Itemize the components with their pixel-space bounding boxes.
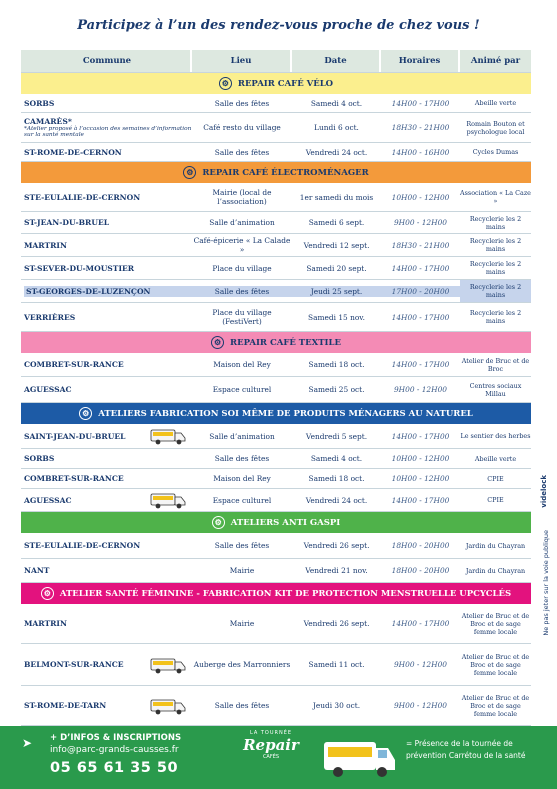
- anime-par-cell: [460, 424, 531, 448]
- van-legend: = Présence de la tournée de prévention Carrétou de la santé: [406, 739, 526, 760]
- horaires-cell-text: 14H00 - 17H00: [391, 495, 450, 505]
- date-cell-text: Samedi 18 oct.: [308, 474, 365, 483]
- anime-par-cell-text: Recyclerie les 2 mains: [469, 309, 522, 325]
- date-cell-text: Samedi 4 oct.: [310, 98, 363, 108]
- commune-cell: [21, 280, 192, 302]
- anime-par-cell-text: Atelier de Bruc et de Broc et de sage femme locale: [461, 611, 530, 636]
- commune-cell: [21, 469, 192, 488]
- commune-cell-text: NANT: [24, 566, 50, 575]
- lieu-cell: [192, 257, 292, 279]
- date-cell-text: Jeudi 30 oct.: [312, 701, 361, 710]
- lieu-cell: [192, 604, 292, 643]
- date-cell-text: Vendredi 5 sept.: [305, 431, 368, 441]
- commune-cell-text: BELMONT-SUR-RANCE: [24, 660, 124, 669]
- date-cell: [292, 686, 381, 725]
- repair-tour-logo: LA TOURNÉE Repair CAFÉS: [243, 730, 299, 760]
- header-anime-par: Animé par: [470, 56, 521, 66]
- horaires-cell: [381, 257, 460, 279]
- date-cell-text: Vendredi 21 nov.: [305, 566, 368, 575]
- lieu-cell-text: Mairie (local de l’association): [212, 188, 272, 206]
- anime-par-cell: [460, 377, 531, 402]
- lieu-cell-text: Mairie: [229, 566, 255, 575]
- horaires-cell: [381, 489, 460, 511]
- commune-cell-text: STE-EULALIE-DE-CERNON: [24, 192, 141, 202]
- lieu-cell-text: Salle des fêtes: [214, 701, 270, 710]
- section-header: [21, 332, 531, 353]
- lieu-cell: [192, 559, 292, 582]
- table-row: [21, 489, 531, 512]
- van-icon: [150, 427, 186, 445]
- section-label: ATELIER SANTÉ FÉMININE - FABRICATION KIT DE PROTECTION MENSTRUELLE UPCYCLÉS: [59, 588, 512, 599]
- commune-cell-text: SAINT-JEAN-DU-BRUEL: [24, 431, 126, 441]
- lieu-cell-text: Salle des fêtes: [214, 541, 270, 550]
- horaires-cell-text: 9H00 - 12H00: [393, 218, 447, 227]
- lieu-cell: [192, 424, 292, 448]
- lieu-cell: [192, 489, 292, 511]
- commune-cell: [21, 113, 192, 142]
- anime-par-cell: [460, 644, 531, 685]
- table-row: [21, 303, 531, 332]
- lieu-cell-text: Espace culturel: [212, 495, 272, 505]
- anime-par-cell-text: CPIE: [487, 474, 504, 483]
- van-icon: [150, 491, 186, 509]
- contact-info: [50, 733, 181, 776]
- commune-cell: [21, 257, 192, 279]
- horaires-cell: [381, 353, 460, 376]
- lieu-cell: [192, 94, 292, 112]
- anime-par-cell-text: Atelier de Bruc et de Broc: [461, 356, 530, 373]
- commune-cell-text: COMBRET-SUR-RANCE: [24, 474, 124, 483]
- horaires-cell-text: 14H00 - 16H00: [391, 147, 450, 157]
- section-icon: ⚙: [183, 166, 196, 179]
- section-icon: ⚙: [211, 336, 224, 349]
- anime-par-cell: [460, 280, 531, 302]
- section-header: [21, 73, 531, 94]
- date-cell-text: 1er samedi du mois: [299, 192, 374, 202]
- commune-cell-text: ST-ROME-DE-CERNON: [24, 147, 122, 157]
- table-row: [21, 469, 531, 489]
- anime-par-cell-text: Recyclerie les 2 mains: [469, 237, 522, 253]
- horaires-cell: [381, 303, 460, 331]
- commune-cell-text: MARTRIN: [24, 619, 67, 628]
- email-link[interactable]: info@parc-grands-causses.fr: [50, 745, 179, 755]
- phone-number[interactable]: 05 65 61 35 50: [50, 760, 179, 776]
- horaires-cell-text: 14H00 - 17H00: [391, 263, 450, 273]
- horaires-cell-text: 9H00 - 12H00: [393, 701, 447, 710]
- table-header: [21, 50, 531, 73]
- date-cell: [292, 644, 381, 685]
- date-cell: [292, 280, 381, 302]
- date-cell: [292, 604, 381, 643]
- section-header: [21, 162, 531, 183]
- date-cell-text: Vendredi 24 oct.: [305, 147, 368, 157]
- table-row: [21, 234, 531, 257]
- horaires-cell-text: 14H00 - 17H00: [391, 619, 450, 628]
- date-cell: [292, 489, 381, 511]
- lieu-cell: [192, 212, 292, 233]
- anime-par-cell: [460, 257, 531, 279]
- horaires-cell-text: 14H00 - 17H00: [391, 431, 450, 441]
- date-cell: [292, 303, 381, 331]
- date-cell-text: Samedi 25 oct.: [308, 385, 365, 394]
- commune-cell: [21, 212, 192, 233]
- horaires-cell: [381, 686, 460, 725]
- date-cell-text: Vendredi 12 sept.: [303, 240, 370, 250]
- horaires-cell: [381, 94, 460, 112]
- table-row: [21, 644, 531, 686]
- horaires-cell-text: 10H00 - 12H00: [391, 474, 450, 483]
- date-cell-text: Jeudi 25 sept.: [292, 286, 381, 297]
- horaires-cell: [381, 449, 460, 468]
- page-title: Participez à l’un des rendez-vous proche de chez vous !: [77, 18, 480, 33]
- lieu-cell: [192, 469, 292, 488]
- lieu-cell: [192, 533, 292, 558]
- horaires-cell-text: 9H00 - 12H00: [393, 385, 447, 394]
- section-icon: ⚙: [79, 407, 92, 420]
- commune-cell-text: ST-SEVER-DU-MOUSTIER: [24, 263, 135, 273]
- date-cell-text: Vendredi 26 sept.: [303, 541, 370, 550]
- section-label: ATELIERS FABRICATION SOI MÊME DE PRODUITS MÉNAGERS AU NATUREL: [98, 408, 473, 419]
- anime-par-cell: [460, 489, 531, 511]
- brand-logo: videlock: [540, 475, 548, 508]
- lieu-cell-text: Salle d’animation: [209, 431, 275, 441]
- lieu-cell: [192, 280, 292, 302]
- commune-note: *Atelier proposé à l’occasion des semaines d’information sur la santé mentale: [24, 125, 192, 138]
- lieu-cell-text: Salle des fêtes: [214, 454, 270, 463]
- date-cell-text: Samedi 15 nov.: [308, 312, 365, 322]
- lieu-cell-text: Auberge des Marronniers: [193, 660, 291, 669]
- section-icon: ⚙: [219, 77, 232, 90]
- table-row: [21, 604, 531, 644]
- date-cell: [292, 212, 381, 233]
- horaires-cell: [381, 424, 460, 448]
- horaires-cell: [381, 143, 460, 161]
- horaires-cell-text: 18H30 - 21H00: [391, 123, 450, 132]
- anime-par-cell-text: Jardin du Chayran: [465, 566, 526, 575]
- commune-cell: [21, 559, 192, 582]
- commune-cell: [21, 94, 192, 112]
- date-cell-text: Vendredi 26 sept.: [303, 619, 370, 628]
- horaires-cell: [381, 212, 460, 233]
- date-cell: [292, 143, 381, 161]
- commune-cell: [21, 234, 192, 256]
- table-row: [21, 280, 531, 303]
- table-row: [21, 212, 531, 234]
- commune-cell-text: VERRIÈRES: [24, 312, 76, 322]
- commune-cell: [21, 183, 192, 211]
- horaires-cell: [381, 113, 460, 142]
- date-cell: [292, 449, 381, 468]
- anime-par-cell: [460, 533, 531, 558]
- date-cell: [292, 234, 381, 256]
- lieu-cell: [192, 113, 292, 142]
- commune-cell-text: ST-ROME-DE-TARN: [24, 701, 107, 710]
- horaires-cell-text: 14H00 - 17H00: [391, 98, 450, 108]
- anime-par-cell-text: Jardin du Chayran: [465, 541, 526, 550]
- date-cell: [292, 353, 381, 376]
- schedule-table: [21, 50, 531, 722]
- section-header: [21, 512, 531, 533]
- table-row: [21, 424, 531, 449]
- anime-par-cell-text: Abeille verte: [474, 99, 517, 107]
- commune-cell: [21, 604, 192, 643]
- commune-cell-text: CAMARÈS*: [24, 116, 72, 126]
- header-lieu: Lieu: [192, 50, 292, 72]
- lieu-cell-text: Salle des fêtes: [214, 98, 270, 108]
- date-cell-text: Samedi 4 oct.: [310, 454, 363, 463]
- commune-cell: [21, 353, 192, 376]
- horaires-cell: [381, 604, 460, 643]
- lieu-cell: [192, 234, 292, 256]
- horaires-cell: [381, 280, 460, 302]
- anime-par-cell: [460, 353, 531, 376]
- van-icon: [150, 697, 186, 715]
- lieu-cell-text: Espace culturel: [212, 385, 272, 394]
- date-cell-text: Samedi 18 oct.: [308, 360, 365, 369]
- date-cell: [292, 94, 381, 112]
- header-date: Date: [292, 50, 381, 72]
- date-cell: [292, 469, 381, 488]
- lieu-cell-text: Place du village (FestiVert): [212, 308, 272, 326]
- section-label: REPAIR CAFÉ VÉLO: [237, 78, 334, 89]
- anime-par-cell: [460, 143, 531, 161]
- lieu-cell-text: Place du village: [212, 263, 272, 273]
- horaires-cell: [381, 183, 460, 211]
- horaires-cell: [381, 533, 460, 558]
- lieu-cell: [192, 303, 292, 331]
- date-cell: [292, 113, 381, 142]
- anime-par-cell-text: Recyclerie les 2 mains: [469, 214, 522, 231]
- van-icon: [150, 656, 186, 674]
- lieu-cell: [192, 644, 292, 685]
- table-row: [21, 449, 531, 469]
- anime-par-cell-text: Abeille verte: [474, 454, 517, 463]
- footer: [0, 726, 557, 789]
- commune-cell-text: MARTRIN: [24, 240, 67, 250]
- van-icon: [320, 734, 398, 780]
- table-row: [21, 143, 531, 162]
- anime-par-cell-text: Atelier de Bruc et de Broc et de sage femme locale: [461, 652, 530, 677]
- commune-cell: [21, 377, 192, 402]
- commune-cell: [21, 143, 192, 161]
- lieu-cell-text: Maison del Rey: [213, 360, 271, 369]
- horaires-cell-text: 10H00 - 12H00: [391, 454, 450, 463]
- horaires-cell-text: 14H00 - 17H00: [391, 360, 450, 369]
- anime-par-cell-text: Recyclerie les 2 mains: [469, 260, 522, 276]
- commune-cell: [21, 424, 192, 448]
- table-row: [21, 257, 531, 280]
- lieu-cell-text: Salle d’animation: [209, 218, 275, 227]
- info-label: + D’INFOS & INSCRIPTIONS: [50, 733, 182, 743]
- anime-par-cell-text: Centres sociaux Millau: [469, 381, 522, 398]
- horaires-cell: [381, 469, 460, 488]
- header-commune: Commune: [21, 50, 192, 72]
- horaires-cell-text: 18H00 - 20H00: [391, 541, 450, 550]
- anime-par-cell: [460, 449, 531, 468]
- disposal-notice: Ne pas jeter sur la voie publique: [542, 530, 550, 636]
- commune-cell-text: AGUESSAC: [24, 385, 72, 394]
- date-cell-text: Lundi 6 oct.: [314, 123, 359, 132]
- anime-par-cell-text: Romain Bouton et psychologue local: [466, 119, 525, 136]
- table-row: [21, 94, 531, 113]
- anime-par-cell-text: CPIE: [487, 496, 504, 504]
- commune-cell-text: SORBS: [24, 98, 55, 108]
- horaires-cell-text: 18H00 - 20H00: [391, 566, 450, 575]
- anime-par-cell: [460, 686, 531, 725]
- commune-cell-text: ST-GEORGES-DE-LUZENÇON: [24, 286, 192, 297]
- horaires-cell: [381, 377, 460, 402]
- commune-cell: [21, 533, 192, 558]
- section-label: REPAIR CAFÉ TEXTILE: [230, 337, 341, 348]
- anime-par-cell: [460, 303, 531, 331]
- section-label: REPAIR CAFÉ ÉLECTROMÉNAGER: [202, 167, 369, 178]
- lieu-cell: [192, 449, 292, 468]
- commune-cell-text: ST-JEAN-DU-BRUEL: [24, 218, 110, 227]
- table-row: [21, 377, 531, 403]
- section-icon: ⚙: [212, 516, 225, 529]
- section-icon: ⚙: [41, 587, 54, 600]
- commune-cell-text: COMBRET-SUR-RANCE: [24, 360, 124, 369]
- commune-cell-text: STE-EULALIE-DE-CERNON: [24, 541, 141, 550]
- lieu-cell: [192, 143, 292, 161]
- lieu-cell-text: Café-épicerie « La Calade »: [193, 236, 291, 254]
- lieu-cell: [192, 686, 292, 725]
- horaires-cell: [381, 559, 460, 582]
- commune-cell-text: AGUESSAC: [24, 495, 72, 505]
- lieu-cell: [192, 353, 292, 376]
- table-row: [21, 353, 531, 377]
- anime-par-cell-text: Cycles Dumas: [472, 148, 519, 156]
- date-cell: [292, 559, 381, 582]
- lieu-cell-text: Salle des fêtes: [192, 286, 292, 297]
- date-cell-text: Samedi 20 sept.: [306, 263, 367, 273]
- commune-cell: [21, 303, 192, 331]
- lieu-cell: [192, 183, 292, 211]
- lieu-cell: [192, 377, 292, 402]
- commune-cell: [21, 449, 192, 468]
- anime-par-cell-text: Le sentier des herbes: [460, 432, 531, 440]
- lieu-cell-text: Maison del Rey: [213, 474, 271, 483]
- table-row: [21, 533, 531, 559]
- date-cell: [292, 183, 381, 211]
- horaires-cell-text: 10H00 - 12H00: [391, 192, 450, 202]
- date-cell: [292, 533, 381, 558]
- horaires-cell-text: 18H30 - 21H00: [391, 240, 450, 250]
- commune-cell: [21, 644, 192, 685]
- anime-par-cell: [460, 212, 531, 233]
- horaires-cell-text: 17H00 - 20H00: [381, 286, 460, 297]
- section-header: [21, 403, 531, 424]
- commune-cell: [21, 686, 192, 725]
- header-horaires: Horaires: [381, 50, 460, 72]
- date-cell: [292, 424, 381, 448]
- anime-par-cell: [460, 183, 531, 211]
- anime-par-cell-text: Atelier de Bruc et de Broc et de sage femme locale: [461, 693, 530, 718]
- section-header: [21, 583, 531, 604]
- lieu-cell-text: Salle des fêtes: [214, 147, 270, 157]
- date-cell-text: Samedi 11 oct.: [308, 660, 365, 669]
- anime-par-cell: [460, 469, 531, 488]
- anime-par-cell-text: Association « La Caze »: [460, 189, 531, 205]
- lieu-cell-text: Café resto du village: [203, 123, 281, 132]
- anime-par-cell-text: Recyclerie les 2 mains: [469, 283, 522, 299]
- commune-cell: [21, 489, 192, 511]
- anime-par-cell: [460, 559, 531, 582]
- section-label: ATELIERS ANTI GASPI: [230, 517, 341, 528]
- table-row: [21, 686, 531, 726]
- date-cell-text: Vendredi 24 oct.: [305, 495, 368, 505]
- date-cell: [292, 257, 381, 279]
- anime-par-cell: [460, 234, 531, 256]
- horaires-cell-text: 9H00 - 12H00: [393, 660, 447, 669]
- horaires-cell: [381, 234, 460, 256]
- horaires-cell-text: 14H00 - 17H00: [391, 312, 450, 322]
- table-row: [21, 113, 531, 143]
- table-row: [21, 559, 531, 583]
- commune-cell-text: SORBS: [24, 454, 55, 463]
- anime-par-cell: [460, 113, 531, 142]
- anime-par-cell: [460, 604, 531, 643]
- arrow-icon: ➤: [22, 736, 33, 750]
- date-cell: [292, 377, 381, 402]
- table-row: [21, 183, 531, 212]
- anime-par-cell: [460, 94, 531, 112]
- horaires-cell: [381, 644, 460, 685]
- lieu-cell-text: Mairie: [229, 619, 255, 628]
- date-cell-text: Samedi 6 sept.: [308, 218, 365, 227]
